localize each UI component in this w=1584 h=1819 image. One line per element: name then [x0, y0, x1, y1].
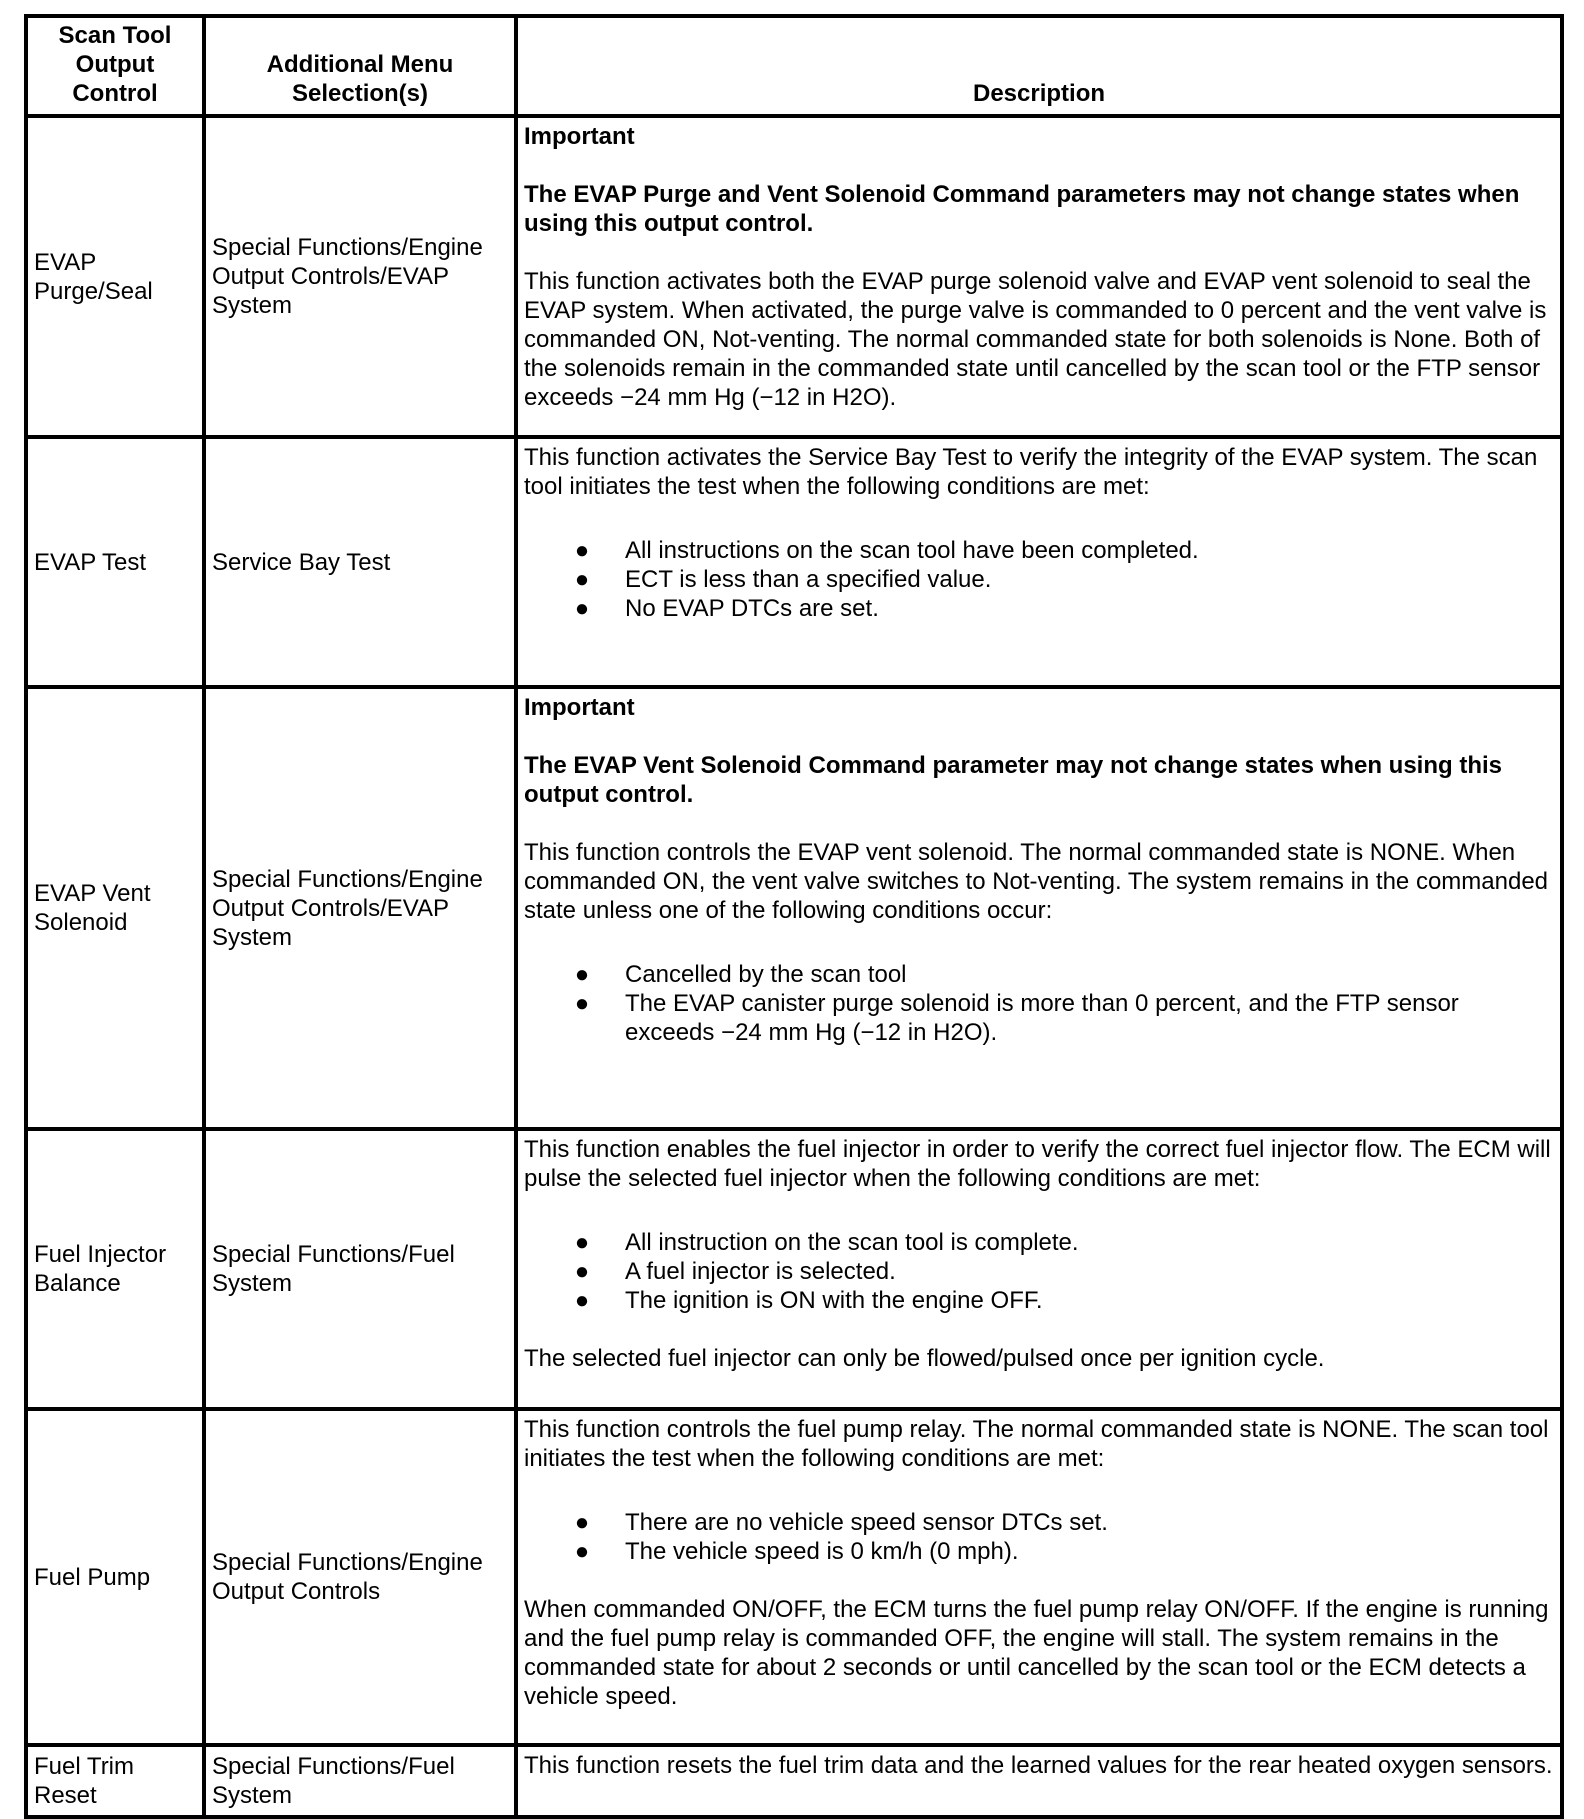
table-row [26, 1409, 1562, 1745]
header-scan-tool-output-control: Scan Tool Output Control [26, 16, 204, 116]
list-item-text: All instructions on the scan tool have been completed. [625, 537, 1199, 564]
condition-list [524, 960, 1554, 1047]
list-item [524, 536, 1554, 565]
description-cell [516, 1129, 1562, 1409]
important-text: The EVAP Purge and Vent Solenoid Command parameters may not change states when using this output control. [524, 181, 1520, 237]
list-item [524, 1286, 1554, 1315]
condition-list [524, 1228, 1554, 1315]
list-item-text: The ignition is ON with the engine OFF. [625, 1287, 1043, 1314]
list-item [524, 1508, 1554, 1537]
description-outro: The selected fuel injector can only be flowed/pulsed once per ignition cycle. [524, 1345, 1325, 1372]
list-item-text: The EVAP canister purge solenoid is more than 0 percent, and the FTP sensor exceeds −24 mm Hg (−12 in H2O). [625, 990, 1459, 1046]
output-control-table [24, 14, 1564, 1819]
description-cell [516, 687, 1562, 1129]
list-item [524, 1257, 1554, 1286]
menu-selection-cell: Special Functions/Engine Output Controls/EVAP System [204, 687, 516, 1129]
list-item [524, 989, 1554, 1047]
description-intro: This function activates the Service Bay Test to verify the integrity of the EVAP system. The scan tool initiates the test when the following conditions are met: [524, 444, 1538, 500]
bullet-icon: ● [574, 1287, 590, 1314]
table-row [26, 1745, 1562, 1817]
list-item [524, 594, 1554, 623]
output-control-cell: EVAP Test [26, 437, 204, 687]
description-intro: This function controls the fuel pump relay. The normal commanded state is NONE. The scan tool initiates the test when the following conditions are met: [524, 1416, 1549, 1472]
output-control-cell: EVAP Vent Solenoid [26, 687, 204, 1129]
header-description: Description [516, 16, 1562, 116]
condition-list [524, 536, 1554, 623]
list-item-text: Cancelled by the scan tool [625, 961, 907, 988]
important-label: Important [524, 123, 635, 150]
bullet-icon: ● [574, 566, 590, 593]
important-label: Important [524, 694, 635, 721]
condition-list [524, 1508, 1554, 1566]
bullet-icon: ● [574, 1509, 590, 1536]
bullet-icon: ● [574, 1258, 590, 1285]
bullet-icon: ● [574, 1538, 590, 1565]
bullet-icon: ● [574, 990, 590, 1017]
list-item-text: ECT is less than a specified value. [625, 566, 992, 593]
bullet-icon: ● [574, 961, 590, 988]
description-cell [516, 437, 1562, 687]
list-item-text: A fuel injector is selected. [625, 1258, 896, 1285]
table-row [26, 437, 1562, 687]
bullet-icon: ● [574, 1229, 590, 1256]
important-text: The EVAP Vent Solenoid Command parameter may not change states when using this output control. [524, 752, 1502, 808]
description-cell [516, 1745, 1562, 1817]
menu-selection-cell: Special Functions/Fuel System [204, 1129, 516, 1409]
output-control-cell: Fuel Injector Balance [26, 1129, 204, 1409]
list-item [524, 1537, 1554, 1566]
list-item [524, 565, 1554, 594]
list-item-text: No EVAP DTCs are set. [625, 595, 879, 622]
list-item-text: The vehicle speed is 0 km/h (0 mph). [625, 1538, 1019, 1565]
menu-selection-cell: Service Bay Test [204, 437, 516, 687]
table-row [26, 116, 1562, 437]
table-row [26, 687, 1562, 1129]
bullet-icon: ● [574, 537, 590, 564]
table-row [26, 1129, 1562, 1409]
menu-selection-cell: Special Functions/Engine Output Controls/EVAP System [204, 116, 516, 437]
description-cell [516, 116, 1562, 437]
list-item-text: All instruction on the scan tool is complete. [625, 1229, 1079, 1256]
document-page [24, 14, 1564, 1819]
list-item [524, 960, 1554, 989]
menu-selection-cell: Special Functions/Engine Output Controls [204, 1409, 516, 1745]
output-control-cell: Fuel Pump [26, 1409, 204, 1745]
description-outro: When commanded ON/OFF, the ECM turns the fuel pump relay ON/OFF. If the engine is running and the fuel pump relay is commanded OFF, the engine will stall. The system remains in the commanded state for about 2 seconds or until cancelled by the scan tool or the ECM detects a vehicle speed. [524, 1596, 1549, 1710]
header-additional-menu-selections: Additional Menu Selection(s) [204, 16, 516, 116]
bullet-icon: ● [574, 595, 590, 622]
description-intro: This function enables the fuel injector in order to verify the correct fuel injector flow. The ECM will pulse the selected fuel injector when the following conditions are met: [524, 1136, 1551, 1192]
list-item [524, 1228, 1554, 1257]
table-header-row [26, 16, 1562, 116]
output-control-cell: EVAP Purge/Seal [26, 116, 204, 437]
description-cell [516, 1409, 1562, 1745]
output-control-cell: Fuel Trim Reset [26, 1745, 204, 1817]
description-text: This function resets the fuel trim data and the learned values for the rear heated oxygen sensors. [524, 1752, 1553, 1779]
menu-selection-cell: Special Functions/Fuel System [204, 1745, 516, 1817]
list-item-text: There are no vehicle speed sensor DTCs set. [625, 1509, 1108, 1536]
description-intro: This function controls the EVAP vent solenoid. The normal commanded state is NONE. When commanded ON, the vent valve switches to Not-venting. The system remains in the commanded state unless one of the following conditions occur: [524, 839, 1549, 924]
description-text: This function activates both the EVAP purge solenoid valve and EVAP vent solenoid to seal the EVAP system. When activated, the purge valve is commanded to 0 percent and the vent valve is commanded ON, Not-venting. The normal commanded state for both solenoids is None. Both of the solenoids remain in the commanded state until cancelled by the scan tool or the FTP sensor exceeds −24 mm Hg (−12 in H2O). [524, 268, 1547, 411]
